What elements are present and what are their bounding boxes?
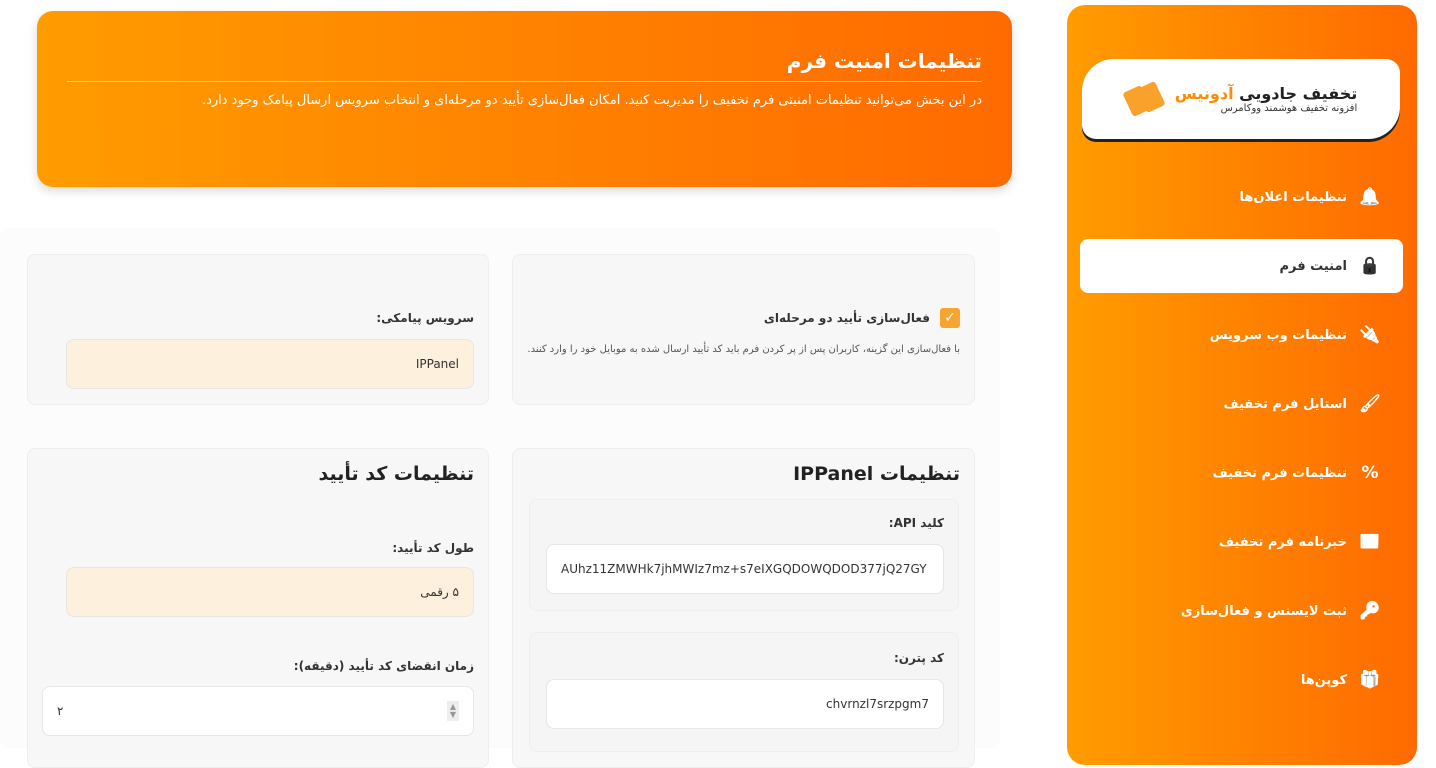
percent-icon: %	[1361, 463, 1379, 483]
two-factor-card	[512, 254, 975, 405]
sidebar-item-7[interactable]	[1080, 653, 1403, 707]
ippanel-title: تنظیمات IPPanel	[793, 463, 960, 485]
sidebar-item-label: تنظیمات فرم تخفیف	[1212, 465, 1347, 481]
code-expiry-input[interactable]	[42, 686, 474, 736]
sms-service-card	[27, 254, 489, 405]
bell-icon: 🔔	[1359, 187, 1381, 207]
number-stepper-icon[interactable]: ▲ ▼	[447, 701, 459, 721]
two-factor-label: فعال‌سازی تأیید دو مرحله‌ای	[763, 311, 930, 325]
sidebar	[1067, 5, 1417, 765]
page-description: در این بخش می‌توانید تنظیمات امنیتی فرم تخفیف را مدیریت کنید. امکان فعال‌سازی تأیید دو مرحله‌ای و انتخاب سرویس ارسال پیامک وجود دارد.	[201, 93, 982, 108]
pattern-code-input[interactable]: chvrnzl7srzpgm7	[546, 679, 944, 729]
sidebar-item-label: استایل فرم تخفیف	[1223, 396, 1347, 412]
logo	[1082, 59, 1400, 139]
code-expiry-label: زمان انقضای کد تأیید (دقیقه):	[293, 659, 474, 673]
sidebar-item-label: کوپن‌ها	[1300, 672, 1347, 688]
plug-icon: 🔌	[1359, 325, 1381, 345]
logo-title: تخفیف جادویی	[1239, 84, 1358, 103]
two-factor-checkbox[interactable]: ✓	[940, 308, 960, 328]
lock-icon: 🔒	[1359, 256, 1381, 276]
newspaper-icon: 📰	[1359, 532, 1381, 552]
two-factor-help: با فعال‌سازی این گزینه، کاربران پس از پر کردن فرم باید کد تأیید ارسال شده به موبایل خود را وارد کنند.	[527, 344, 960, 355]
sidebar-item-label: امنیت فرم	[1279, 258, 1347, 274]
api-key-label: کلید API:	[888, 516, 944, 530]
sidebar-item-3[interactable]	[1080, 377, 1403, 431]
sidebar-item-6[interactable]	[1080, 584, 1403, 638]
page-title: تنظیمات امنیت فرم	[67, 49, 982, 82]
code-length-label: طول کد تأیید:	[392, 541, 474, 555]
sms-service-select[interactable]: IPPanel	[66, 339, 474, 389]
logo-brand: آدونیس	[1174, 84, 1234, 103]
verify-title: تنظیمات کد تأیید	[318, 463, 474, 485]
sidebar-item-0[interactable]	[1080, 170, 1403, 224]
pattern-code-label: کد پترن:	[894, 651, 944, 665]
sidebar-item-label: خبرنامه فرم تخفیف	[1218, 534, 1347, 550]
sidebar-item-label: تنظیمات وب سرویس	[1209, 327, 1347, 343]
verify-code-card	[27, 448, 489, 768]
sidebar-item-label: تنظیمات اعلان‌ها	[1239, 189, 1347, 205]
code-length-select[interactable]: ۵ رقمی	[66, 567, 474, 617]
code-expiry-value: ۲	[57, 704, 64, 718]
brush-icon: 🖌	[1359, 394, 1381, 414]
api-key-input[interactable]: AUhz11ZMWHk7jhMWIz7mz+s7eIXGQDOWQDOD377jQ27GY	[546, 544, 944, 594]
gift-icon: 🎁	[1359, 670, 1381, 690]
sidebar-item-5[interactable]	[1080, 515, 1403, 569]
key-icon: 🔑	[1359, 601, 1381, 621]
sidebar-item-2[interactable]	[1080, 308, 1403, 362]
ippanel-card	[512, 448, 975, 768]
page-header	[37, 11, 1012, 187]
sidebar-item-1[interactable]	[1080, 239, 1403, 293]
sms-service-label: سرویس پیامکی:	[376, 311, 474, 325]
settings-panel	[0, 228, 1000, 748]
coupon-logo-icon	[1125, 82, 1165, 116]
sidebar-item-label: ثبت لایسنس و فعال‌سازی	[1180, 603, 1347, 619]
logo-subtitle: افزونه تخفیف هوشمند ووکامرس	[1220, 103, 1358, 114]
sidebar-item-4[interactable]	[1080, 446, 1403, 500]
